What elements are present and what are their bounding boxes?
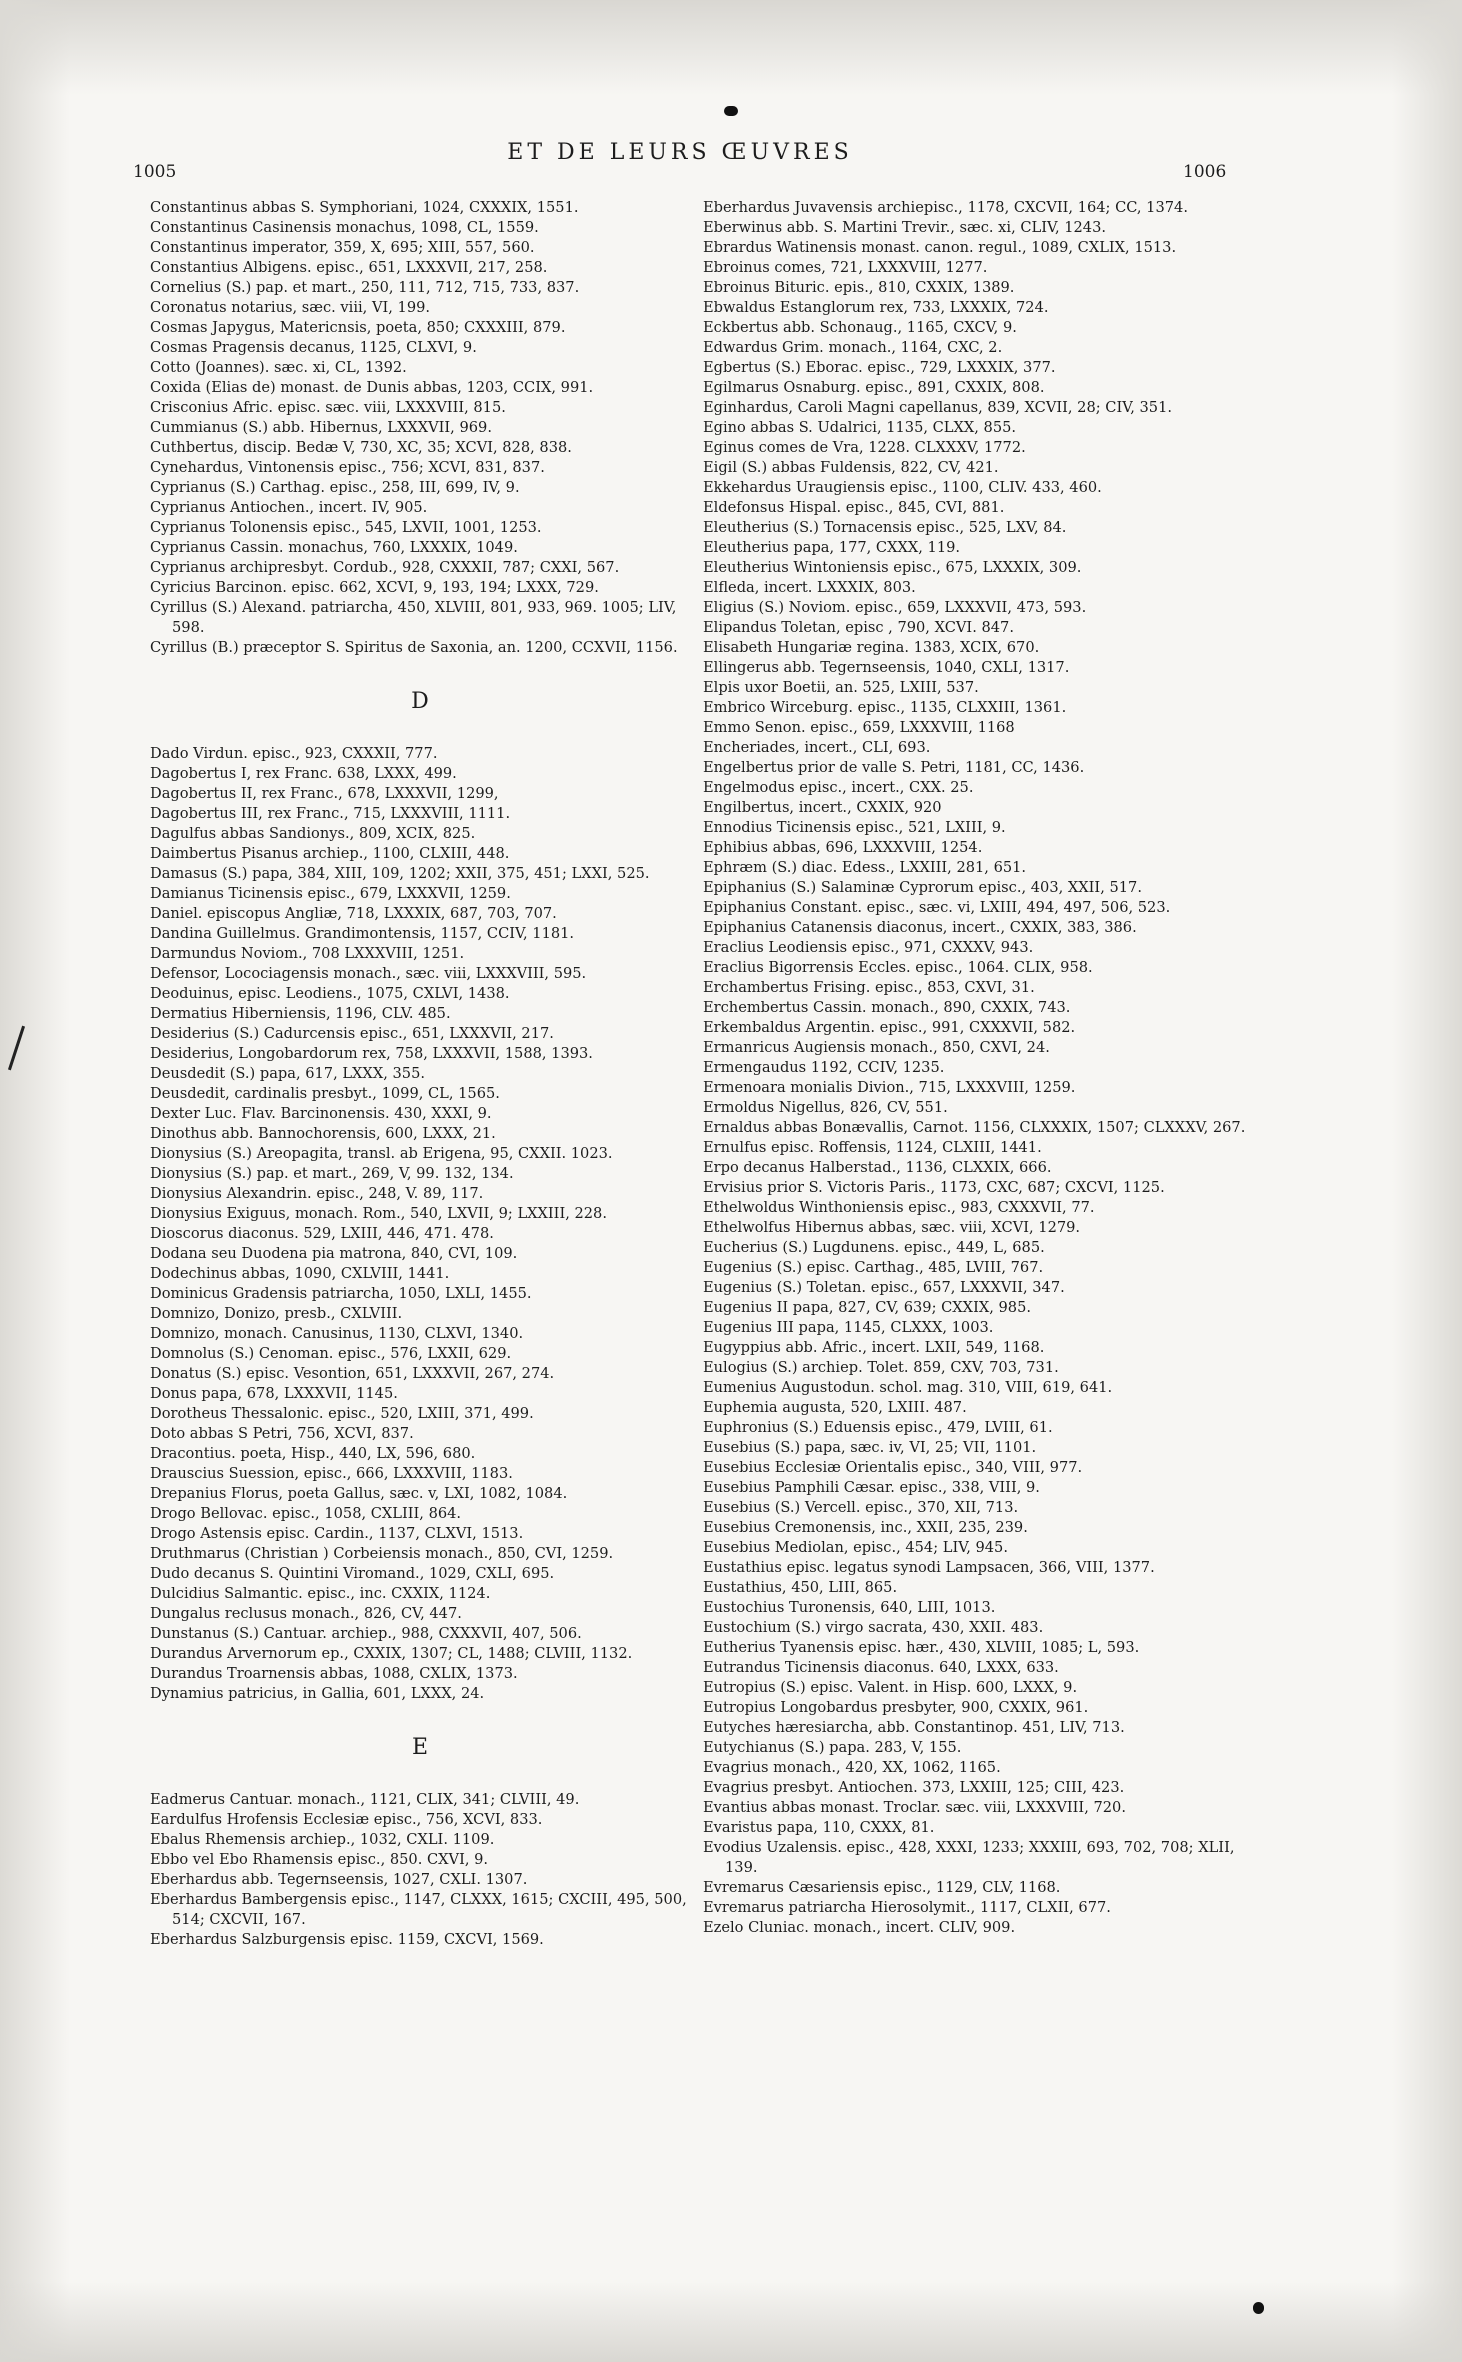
paper-edge-left [0,0,70,2362]
index-entry: Dodechinus abbas, 1090, CXLVIII, 1441. [150,1265,450,1282]
index-entry: Epiphanius Catanensis diaconus, incert., CXXIX, 383, 386. [703,919,1137,936]
index-entry: Egilmarus Osnaburg. episc., 891, CXXIX, 808. [703,379,1045,396]
index-entry: Eumenius Augustodun. schol. mag. 310, VIII, 619, 641. [703,1379,1113,1396]
index-entry: Epiphanius (S.) Salaminæ Cyprorum episc., 403, XXII, 517. [703,879,1142,896]
section-e-entries [150,1790,690,1950]
index-entry: Engelmodus episc., incert., CXX. 25. [703,779,974,796]
index-entry: Dado Virdun. episc., 923, CXXXII, 777. [150,745,438,762]
index-entry: Evagrius presbyt. Antiochen. 373, LXXIII, 125; CIII, 423. [703,1779,1125,1796]
index-entry: Eutropius (S.) episc. Valent. in Hisp. 600, LXXX, 9. [703,1679,1078,1696]
section-d-entries [150,744,690,1704]
index-entry: Drogo Astensis episc. Cardin., 1137, CLXVI, 1513. [150,1525,524,1542]
index-entry: Eugenius (S.) episc. Carthag., 485, LVIII, 767. [703,1259,1044,1276]
index-entry: Eraclius Bigorrensis Eccles. episc., 1064. CLIX, 958. [703,959,1093,976]
index-entry: Engelbertus prior de valle S. Petri, 1181, CC, 1436. [703,759,1085,776]
index-entry: Cosmas Pragensis decanus, 1125, CLXVI, 9. [150,339,477,356]
index-entry: Eustathius, 450, LIII, 865. [703,1579,898,1596]
index-entry: Evaristus papa, 110, CXXX, 81. [703,1819,935,1836]
index-entry: Cyricius Barcinon. episc. 662, XCVI, 9, 193, 194; LXXX, 729. [150,579,599,596]
section-letter-d: D [411,689,429,714]
index-entry: Dionysius Exiguus, monach. Rom., 540, LXVII, 9; LXXIII, 228. [150,1205,607,1222]
index-entry: Eutychianus (S.) papa. 283, V, 155. [703,1739,962,1756]
index-entry: Euphronius (S.) Eduensis episc., 479, LVIII, 61. [703,1419,1053,1436]
index-entry: Eberhardus Bambergensis episc., 1147, CLXXX, 1615; CXCIII, 495, 500, 514; CXCVII, 167. [150,1891,687,1928]
index-entry: Eutyches hæresiarcha, abb. Constantinop. 451, LIV, 713. [703,1719,1125,1736]
index-entry: Eusebius Pamphili Cæsar. episc., 338, VIII, 9. [703,1479,1040,1496]
index-entry: Desiderius (S.) Cadurcensis episc., 651, LXXXVII, 217. [150,1025,554,1042]
index-entry: Dulcidius Salmantic. episc., inc. CXXIX, 1124. [150,1585,491,1602]
index-entry: Ephibius abbas, 696, LXXXVIII, 1254. [703,839,983,856]
index-entry: Ebwaldus Estanglorum rex, 733, LXXXIX, 724. [703,299,1049,316]
index-entry: Dinothus abb. Bannochorensis, 600, LXXX, 21. [150,1125,496,1142]
index-entry: Ellingerus abb. Tegernseensis, 1040, CXLI, 1317. [703,659,1070,676]
index-entry: Eberhardus Salzburgensis episc. 1159, CXCVI, 1569. [150,1931,544,1948]
index-entry: Eardulfus Hrofensis Ecclesiæ episc., 756, XCVI, 833. [150,1811,543,1828]
index-entry: Cyrillus (B.) præceptor S. Spiritus de Saxonia, an. 1200, CCXVII, 1156. [150,639,678,656]
index-entry: Drepanius Florus, poeta Gallus, sæc. v, LXI, 1082, 1084. [150,1485,568,1502]
paper-edge-top [0,0,1462,95]
index-entry: Druthmarus (Christian ) Corbeiensis monach., 850, CVI, 1259. [150,1545,614,1562]
index-entry: Dioscorus diaconus. 529, LXIII, 446, 471. 478. [150,1225,494,1242]
index-entry: Durandus Arvernorum ep., CXXIX, 1307; CL, 1488; CLVIII, 1132. [150,1645,633,1662]
index-entry: Dodana seu Duodena pia matrona, 840, CVI, 109. [150,1245,518,1262]
index-entry: Ervisius prior S. Victoris Paris., 1173, CXC, 687; CXCVI, 1125. [703,1179,1165,1196]
index-entry: Damianus Ticinensis episc., 679, LXXXVII, 1259. [150,885,511,902]
index-entry: Cotto (Joannes). sæc. xi, CL, 1392. [150,359,407,376]
index-entry: Eigil (S.) abbas Fuldensis, 822, CV, 421. [703,459,999,476]
index-entry: Edwardus Grim. monach., 1164, CXC, 2. [703,339,1003,356]
index-entry: Eulogius (S.) archiep. Tolet. 859, CXV, 703, 731. [703,1359,1059,1376]
index-entry: Ebalus Rhemensis archiep., 1032, CXLI. 1109. [150,1831,495,1848]
index-entry: Eckbertus abb. Schonaug., 1165, CXCV, 9. [703,319,1017,336]
index-entry: Dorotheus Thessalonic. episc., 520, LXIII, 371, 499. [150,1405,534,1422]
index-entry: Ezelo Cluniac. monach., incert. CLIV, 909. [703,1919,1016,1936]
index-entry: Cyprianus Antiochen., incert. IV, 905. [150,499,428,516]
index-entry: Dagobertus II, rex Franc., 678, LXXXVII, 1299, [150,785,499,802]
page-number-right: 1006 [1183,162,1227,182]
index-entry: Cyprianus Cassin. monachus, 760, LXXXIX, 1049. [150,539,518,556]
index-entry: Egino abbas S. Udalrici, 1135, CLXX, 855. [703,419,1017,436]
right-column [703,198,1248,1938]
index-entry: Eberhardus Juvavensis archiepisc., 1178, CXCVII, 164; CC, 1374. [703,199,1188,216]
index-entry: Drauscius Suession, episc., 666, LXXXVIII, 1183. [150,1465,513,1482]
index-entry: Eustathius episc. legatus synodi Lampsacen, 366, VIII, 1377. [703,1559,1155,1576]
index-entry: Eusebius Cremonensis, inc., XXII, 235, 239. [703,1519,1028,1536]
index-entry: Engilbertus, incert., CXXIX, 920 [703,799,942,816]
index-entry: Erchembertus Cassin. monach., 890, CXXIX, 743. [703,999,1071,1016]
index-entry: Deusdedit (S.) papa, 617, LXXX, 355. [150,1065,425,1082]
index-entry: Ermengaudus 1192, CCIV, 1235. [703,1059,945,1076]
index-entry: Ebroinus comes, 721, LXXXVIII, 1277. [703,259,988,276]
paper-edge-right [1392,0,1462,2362]
index-entry: Eustochius Turonensis, 640, LIII, 1013. [703,1599,996,1616]
index-entry: Domnizo, Donizo, presb., CXLVIII. [150,1305,403,1322]
index-entry: Dominicus Gradensis patriarcha, 1050, LXLI, 1455. [150,1285,532,1302]
index-entry: Evagrius monach., 420, XX, 1062, 1165. [703,1759,1001,1776]
index-entry: Eginhardus, Caroli Magni capellanus, 839, XCVII, 28; CIV, 351. [703,399,1172,416]
index-entry: Drogo Bellovac. episc., 1058, CXLIII, 864. [150,1505,462,1522]
index-entry: Cyprianus (S.) Carthag. episc., 258, III, 699, IV, 9. [150,479,520,496]
section-c-entries [150,198,690,658]
index-entry: Cyprianus Tolonensis episc., 545, LXVII, 1001, 1253. [150,519,542,536]
index-entry: Eugenius III papa, 1145, CLXXX, 1003. [703,1319,994,1336]
index-entry: Eleutherius Wintoniensis episc., 675, LXXXIX, 309. [703,559,1082,576]
index-entry: Epiphanius Constant. episc., sæc. vi, LXIII, 494, 497, 506, 523. [703,899,1171,916]
index-entry: Darmundus Noviom., 708 LXXXVIII, 1251. [150,945,465,962]
index-entry: Eusebius (S.) papa, sæc. iv, VI, 25; VII, 1101. [703,1439,1037,1456]
index-entry: Cyrillus (S.) Alexand. patriarcha, 450, XLVIII, 801, 933, 969. 1005; LIV, 598. [150,599,677,636]
index-entry: Evremarus Cæsariensis episc., 1129, CLV, 1168. [703,1879,1061,1896]
index-entry: Dracontius. poeta, Hisp., 440, LX, 596, 680. [150,1445,476,1462]
paper-edge-bottom [0,2282,1462,2362]
page-number-left: 1005 [133,162,177,182]
index-entry: Dudo decanus S. Quintini Viromand., 1029, CXLI, 695. [150,1565,555,1582]
index-entry: Ennodius Ticinensis episc., 521, LXIII, 9. [703,819,1006,836]
index-entry: Dagobertus I, rex Franc. 638, LXXX, 499. [150,765,457,782]
index-entry: Ermanricus Augiensis monach., 850, CXVI, 24. [703,1039,1050,1056]
index-entry: Ermenoara monialis Divion., 715, LXXXVIII, 1259. [703,1079,1076,1096]
index-entry: Dionysius (S.) Areopagita, transl. ab Erigena, 95, CXXII. 1023. [150,1145,613,1162]
index-entry: Cyprianus archipresbyt. Cordub., 928, CXXXII, 787; CXXI, 567. [150,559,620,576]
index-entry: Erpo decanus Halberstad., 1136, CLXXIX, 666. [703,1159,1052,1176]
index-entry: Eberwinus abb. S. Martini Trevir., sæc. xi, CLIV, 1243. [703,219,1107,236]
index-entry: Evremarus patriarcha Hierosolymit., 1117, CLXII, 677. [703,1899,1111,1916]
index-entry: Eldefonsus Hispal. episc., 845, CVI, 881. [703,499,1005,516]
index-entry: Dandina Guillelmus. Grandimontensis, 1157, CCIV, 1181. [150,925,575,942]
index-entry: Erchambertus Frising. episc., 853, CXVI, 31. [703,979,1035,996]
index-entry: Ephræm (S.) diac. Edess., LXXIII, 281, 651. [703,859,1027,876]
index-entry: Eustochium (S.) virgo sacrata, 430, XXII. 483. [703,1619,1044,1636]
index-entry: Cynehardus, Vintonensis episc., 756; XCVI, 831, 837. [150,459,545,476]
index-entry: Dagobertus III, rex Franc., 715, LXXXVIII, 1111. [150,805,511,822]
index-entry: Cummianus (S.) abb. Hibernus, LXXXVII, 969. [150,419,492,436]
index-entry: Eugenius II papa, 827, CV, 639; CXXIX, 985. [703,1299,1032,1316]
index-entry: Evantius abbas monast. Troclar. sæc. viii, LXXXVIII, 720. [703,1799,1126,1816]
index-entry: Damasus (S.) papa, 384, XIII, 109, 1202; XXII, 375, 451; LXXI, 525. [150,865,650,882]
index-entry: Constantinus Casinensis monachus, 1098, CL, 1559. [150,219,539,236]
index-entry: Constantinus imperator, 359, X, 695; XIII, 557, 560. [150,239,535,256]
index-entry: Eusebius Mediolan, episc., 454; LIV, 945. [703,1539,1008,1556]
index-entry: Domnolus (S.) Cenoman. episc., 576, LXXII, 629. [150,1345,512,1362]
index-entry: Donatus (S.) episc. Vesontion, 651, LXXXVII, 267, 274. [150,1365,555,1382]
index-entry: Dexter Luc. Flav. Barcinonensis. 430, XXXI, 9. [150,1105,492,1122]
index-entry: Deusdedit, cardinalis presbyt., 1099, CL, 1565. [150,1085,500,1102]
index-entry: Cornelius (S.) pap. et mart., 250, 111, 712, 715, 733, 837. [150,279,580,296]
index-entry: Evodius Uzalensis. episc., 428, XXXI, 1233; XXXIII, 693, 702, 708; XLII, 139. [703,1839,1235,1876]
section-letter-e: E [411,1735,429,1760]
index-entry: Domnizo, monach. Canusinus, 1130, CLXVI, 1340. [150,1325,524,1342]
index-entry: Daimbertus Pisanus archiep., 1100, CLXIII, 448. [150,845,510,862]
index-entry: Coronatus notarius, sæc. viii, VI, 199. [150,299,431,316]
index-entry: Cuthbertus, discip. Bedæ V, 730, XC, 35; XCVI, 828, 838. [150,439,572,456]
index-entry: Eleutherius (S.) Tornacensis episc., 525, LXV, 84. [703,519,1067,536]
index-entry: Eutherius Tyanensis episc. hær., 430, XLVIII, 1085; L, 593. [703,1639,1140,1656]
index-entry: Eusebius Ecclesiæ Orientalis episc., 340, VIII, 977. [703,1459,1083,1476]
index-entry: Eadmerus Cantuar. monach., 1121, CLIX, 341; CLVIII, 49. [150,1791,580,1808]
index-entry: Daniel. episcopus Angliæ, 718, LXXXIX, 687, 703, 707. [150,905,557,922]
index-entry: Elpis uxor Boetii, an. 525, LXIII, 537. [703,679,979,696]
ink-blot-bottom [1253,2302,1264,2314]
index-entry: Embrico Wirceburg. episc., 1135, CLXXIII, 1361. [703,699,1067,716]
index-entry: Ernaldus abbas Bonævallis, Carnot. 1156, CLXXXIX, 1507; CLXXXV, 267. [703,1119,1246,1136]
index-entry: Ethelwolfus Hibernus abbas, sæc. viii, XCVI, 1279. [703,1219,1081,1236]
index-entry: Elfleda, incert. LXXXIX, 803. [703,579,916,596]
running-title: ET DE LEURS ŒUVRES [507,140,853,165]
index-entry: Eligius (S.) Noviom. episc., 659, LXXXVII, 473, 593. [703,599,1087,616]
index-entry: Constantius Albigens. episc., 651, LXXXVII, 217, 258. [150,259,548,276]
index-entry: Dunstanus (S.) Cantuar. archiep., 988, CXXXVII, 407, 506. [150,1625,582,1642]
index-entry: Ebroinus Bituric. epis., 810, CXXIX, 1389. [703,279,1015,296]
index-entry: Dungalus reclusus monach., 826, CV, 447. [150,1605,462,1622]
index-entry: Dynamius patricius, in Gallia, 601, LXXX, 24. [150,1685,485,1702]
index-entry: Ekkehardus Uraugiensis episc., 1100, CLIV. 433, 460. [703,479,1102,496]
index-entry: Ebbo vel Ebo Rhamensis episc., 850. CXVI, 9. [150,1851,489,1868]
index-entry: Eginus comes de Vra, 1228. CLXXXV, 1772. [703,439,1026,456]
index-entry: Durandus Troarnensis abbas, 1088, CXLIX, 1373. [150,1665,518,1682]
index-entry: Deoduinus, episc. Leodiens., 1075, CXLVI, 1438. [150,985,510,1002]
index-entry: Eberhardus abb. Tegernseensis, 1027, CXLI. 1307. [150,1871,528,1888]
index-entry: Cosmas Japygus, Matericnsis, poeta, 850; CXXXIII, 879. [150,319,566,336]
index-entry: Eutrandus Ticinensis diaconus. 640, LXXX, 633. [703,1659,1059,1676]
index-entry: Eraclius Leodiensis episc., 971, CXXXV, 943. [703,939,1034,956]
index-entry: Elipandus Toletan, episc , 790, XCVI. 847. [703,619,1014,636]
index-entry: Euphemia augusta, 520, LXIII. 487. [703,1399,967,1416]
index-entry: Dermatius Hiberniensis, 1196, CLV. 485. [150,1005,451,1022]
left-column [150,198,690,1950]
index-entry: Eusebius (S.) Vercell. episc., 370, XII, 713. [703,1499,1019,1516]
index-entry: Constantinus abbas S. Symphoriani, 1024, CXXXIX, 1551. [150,199,579,216]
index-entry: Encheriades, incert., CLI, 693. [703,739,931,756]
index-entry: Eutropius Longobardus presbyter, 900, CXXIX, 961. [703,1699,1089,1716]
index-entry: Ethelwoldus Winthoniensis episc., 983, CXXXVII, 77. [703,1199,1095,1216]
index-entry: Eugyppius abb. Afric., incert. LXII, 549, 1168. [703,1339,1045,1356]
index-entry: Ermoldus Nigellus, 826, CV, 551. [703,1099,948,1116]
index-entry: Dionysius Alexandrin. episc., 248, V. 89, 117. [150,1185,484,1202]
index-entry: Dionysius (S.) pap. et mart., 269, V, 99. 132, 134. [150,1165,514,1182]
index-entry: Coxida (Elias de) monast. de Dunis abbas, 1203, CCIX, 991. [150,379,594,396]
index-entry: Defensor, Locociagensis monach., sæc. viii, LXXXVIII, 595. [150,965,587,982]
index-entry: Emmo Senon. episc., 659, LXXXVIII, 1168 [703,719,1015,736]
index-entry: Eleutherius papa, 177, CXXX, 119. [703,539,961,556]
ink-blot-top [724,106,738,116]
index-entry: Erkembaldus Argentin. episc., 991, CXXXVII, 582. [703,1019,1076,1036]
index-entry: Egbertus (S.) Eborac. episc., 729, LXXXIX, 377. [703,359,1056,376]
index-entry: Elisabeth Hungariæ regina. 1383, XCIX, 670. [703,639,1040,656]
index-entry: Crisconius Afric. episc. sæc. viii, LXXXVIII, 815. [150,399,506,416]
index-entry: Eugenius (S.) Toletan. episc., 657, LXXXVII, 347. [703,1279,1065,1296]
index-entry: Desiderius, Longobardorum rex, 758, LXXXVII, 1588, 1393. [150,1045,593,1062]
index-entry: Ebrardus Watinensis monast. canon. regul., 1089, CXLIX, 1513. [703,239,1177,256]
index-entry: Ernulfus episc. Roffensis, 1124, CLXIII, 1441. [703,1139,1042,1156]
index-entry: Doto abbas S Petri, 756, XCVI, 837. [150,1425,414,1442]
index-entry: Eucherius (S.) Lugdunens. episc., 449, L, 685. [703,1239,1045,1256]
index-entry: Dagulfus abbas Sandionys., 809, XCIX, 825. [150,825,476,842]
index-entry: Donus papa, 678, LXXXVII, 1145. [150,1385,398,1402]
